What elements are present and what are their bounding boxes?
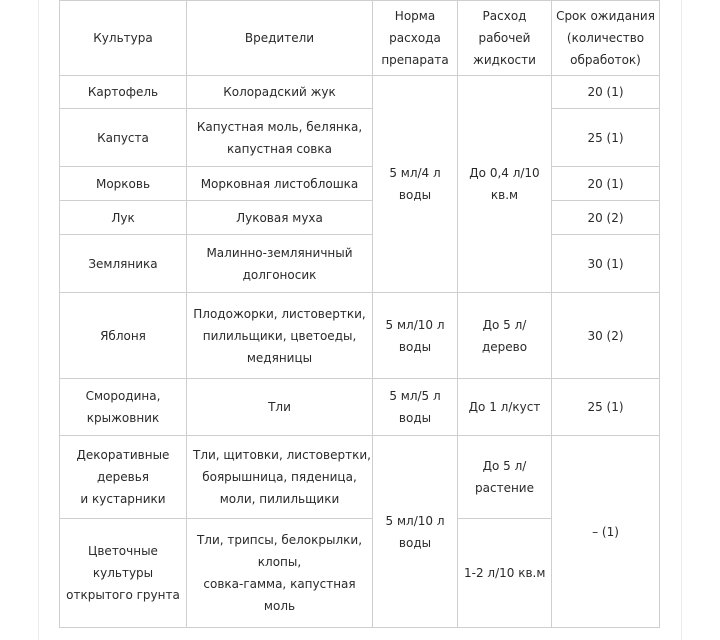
crop-cell bbox=[60, 293, 187, 379]
dose-line: воды bbox=[398, 339, 432, 354]
crop-cell bbox=[60, 109, 187, 167]
crop-cell bbox=[60, 379, 187, 436]
crop-line: крыжовник bbox=[86, 411, 160, 425]
header-crop bbox=[60, 1, 187, 76]
liquid-line: 1-2 л/10 кв.м bbox=[464, 566, 546, 580]
header-crop-line: Культура bbox=[93, 31, 153, 45]
table-row bbox=[60, 109, 660, 167]
liquid-cell-vegetables bbox=[458, 76, 552, 293]
header-dose bbox=[373, 1, 458, 76]
dose-cell-ornamental bbox=[373, 436, 458, 628]
header-liquid-line: жидкости bbox=[473, 53, 536, 67]
crop-line: Земляника bbox=[88, 256, 158, 271]
pests-cell bbox=[187, 167, 373, 201]
wait-line: 20 (1) bbox=[587, 176, 624, 191]
dose-cell-vegetables bbox=[373, 76, 458, 293]
crop-line: Капуста bbox=[97, 130, 149, 145]
table-row bbox=[60, 293, 660, 379]
dose-line: воды bbox=[398, 411, 432, 425]
pesticide-usage-table bbox=[59, 0, 660, 628]
table-row bbox=[60, 436, 660, 519]
right-page-border bbox=[681, 0, 682, 640]
pests-cell bbox=[187, 235, 373, 293]
pests-line: Луковая муха bbox=[236, 210, 323, 225]
dose-cell bbox=[373, 293, 458, 379]
wait-cell bbox=[552, 293, 660, 379]
pests-cell bbox=[187, 76, 373, 109]
header-pests-line: Вредители bbox=[244, 31, 315, 45]
header-liquid bbox=[458, 1, 552, 76]
pests-line: совка-гамма, капустная bbox=[203, 577, 356, 591]
pests-line: капустная совка bbox=[227, 141, 332, 156]
dose-cell bbox=[373, 379, 458, 436]
header-wait-line: обработок) bbox=[570, 53, 641, 67]
header-dose-line: препарата bbox=[381, 53, 449, 67]
dose-line: воды bbox=[398, 188, 432, 202]
liquid-cell bbox=[458, 293, 552, 379]
crop-line: открытого грунта bbox=[66, 588, 180, 602]
wait-line: 20 (1) bbox=[587, 85, 624, 99]
pests-line: Плодожорки, листовертки, bbox=[193, 306, 366, 321]
pests-cell bbox=[187, 436, 373, 519]
pests-line: Тли bbox=[268, 400, 291, 414]
crop-cell bbox=[60, 167, 187, 201]
table-row bbox=[60, 379, 660, 436]
liquid-line: До 1 л/куст bbox=[468, 400, 541, 414]
header-dose-line: Норма bbox=[394, 9, 436, 23]
dose-line: 5 мл/4 л bbox=[389, 166, 441, 180]
pests-cell bbox=[187, 201, 373, 235]
wait-cell bbox=[552, 235, 660, 293]
header-wait-line: (количество bbox=[566, 31, 645, 45]
liquid-cell bbox=[458, 379, 552, 436]
table-row bbox=[60, 235, 660, 293]
dose-line: 5 мл/10 л bbox=[385, 513, 445, 528]
pests-line: моль bbox=[263, 599, 296, 613]
pests-cell bbox=[187, 293, 373, 379]
pests-line: боярышница, пяденица, bbox=[202, 470, 357, 484]
pests-line: медяницы bbox=[246, 350, 313, 365]
pests-line: Тли, щитовки, листовертки, bbox=[193, 448, 371, 462]
crop-cell bbox=[60, 519, 187, 628]
crop-line: Лук bbox=[111, 210, 135, 225]
wait-cell bbox=[552, 109, 660, 167]
crop-cell bbox=[60, 436, 187, 519]
wait-line: 20 (2) bbox=[587, 210, 624, 225]
wait-line: 25 (1) bbox=[587, 130, 624, 145]
header-wait-line: Срок ожидания bbox=[556, 9, 655, 23]
liquid-cell bbox=[458, 436, 552, 519]
wait-cell bbox=[552, 76, 660, 109]
header-dose-line: расхода bbox=[389, 31, 441, 45]
wait-cell bbox=[552, 201, 660, 235]
pests-line: Морковная листоблошка bbox=[200, 176, 359, 191]
wait-cell-ornamental bbox=[552, 436, 660, 628]
crop-line: Цветочные bbox=[88, 544, 158, 558]
pests-line: Капустная моль, белянка, bbox=[196, 119, 363, 134]
crop-line: Декоративные bbox=[76, 448, 170, 462]
pests-line: моли, пилильщики bbox=[219, 492, 340, 506]
crop-line: Морковь bbox=[95, 176, 151, 191]
dose-line: 5 мл/10 л bbox=[385, 317, 445, 332]
crop-line: культуры bbox=[92, 566, 154, 580]
crop-line: деревья bbox=[96, 470, 150, 484]
table-row bbox=[60, 76, 660, 109]
header-liquid-line: Расход bbox=[482, 9, 527, 23]
header-wait bbox=[552, 1, 660, 76]
dose-line: воды bbox=[398, 535, 432, 550]
liquid-line: До 0,4 л/10 bbox=[469, 166, 540, 180]
crop-cell bbox=[60, 235, 187, 293]
table-header-row bbox=[60, 1, 660, 76]
wait-line: – (1) bbox=[592, 524, 619, 539]
liquid-line: растение bbox=[475, 481, 534, 495]
pests-line: долгоносик bbox=[242, 267, 317, 282]
liquid-line: До 5 л/ bbox=[482, 459, 527, 473]
liquid-line: дерево bbox=[481, 339, 528, 354]
table-row bbox=[60, 167, 660, 201]
crop-line: и кустарники bbox=[80, 492, 166, 506]
header-pests bbox=[187, 1, 373, 76]
pests-cell bbox=[187, 519, 373, 628]
liquid-cell bbox=[458, 519, 552, 628]
crop-line: Смородина, bbox=[85, 389, 161, 403]
pests-line: Колорадский жук bbox=[223, 85, 336, 99]
pests-line: Малинно-земляничный bbox=[206, 245, 353, 260]
table-row bbox=[60, 201, 660, 235]
wait-cell bbox=[552, 167, 660, 201]
header-liquid-line: рабочей bbox=[478, 31, 531, 45]
dose-line: 5 мл/5 л bbox=[389, 389, 441, 403]
pests-cell bbox=[187, 379, 373, 436]
wait-cell bbox=[552, 379, 660, 436]
crop-line: Яблоня bbox=[100, 328, 146, 343]
liquid-line: До 5 л/ bbox=[482, 317, 527, 332]
pests-line: клопы, bbox=[257, 555, 302, 569]
crop-line: Картофель bbox=[87, 85, 159, 99]
pests-line: пилильщики, цветоеды, bbox=[202, 328, 357, 343]
wait-line: 25 (1) bbox=[587, 400, 624, 414]
crop-cell bbox=[60, 201, 187, 235]
wait-line: 30 (1) bbox=[587, 256, 624, 271]
left-page-border bbox=[38, 0, 39, 640]
pests-cell bbox=[187, 109, 373, 167]
crop-cell bbox=[60, 76, 187, 109]
liquid-line: кв.м bbox=[490, 188, 519, 202]
wait-line: 30 (2) bbox=[587, 328, 624, 343]
pests-line: Тли, трипсы, белокрылки, bbox=[196, 533, 363, 547]
